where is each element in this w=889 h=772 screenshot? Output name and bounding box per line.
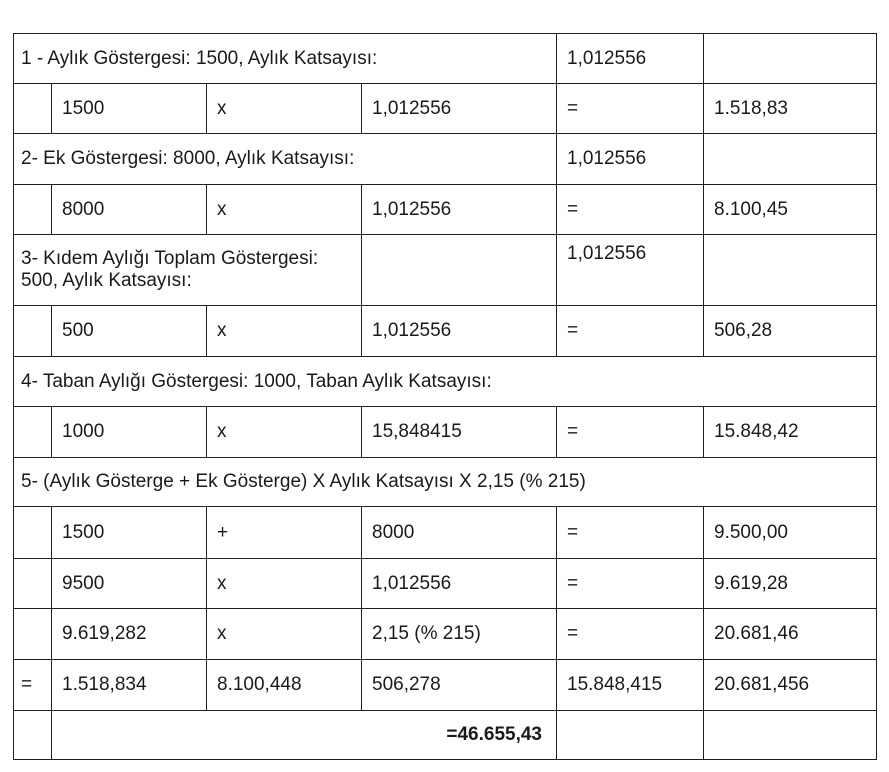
operator: x <box>207 185 362 235</box>
summary-row <box>14 660 877 711</box>
section-heading: 1 - Aylık Göstergesi: 1500, Aylık Katsayısı: <box>14 34 557 84</box>
operand-b: 8000 <box>362 507 557 559</box>
operand-b: 1,012556 <box>362 306 557 357</box>
summary-value: 20.681,456 <box>704 660 877 711</box>
coefficient-cell: 1,012556 <box>557 34 704 84</box>
section-3-heading-row <box>14 235 877 306</box>
grand-total: =46.655,43 <box>52 711 557 760</box>
calc-row <box>14 84 877 134</box>
section-2-heading-row <box>14 134 877 185</box>
result-value: 506,28 <box>704 306 877 357</box>
calc-row <box>14 507 877 559</box>
summary-equals-sign: = <box>14 660 52 711</box>
operand-a: 9.619,282 <box>52 609 207 660</box>
operand-b: 15,848415 <box>362 407 557 458</box>
operand-a: 1500 <box>52 507 207 559</box>
empty-cell <box>704 711 877 760</box>
calc-row <box>14 306 877 357</box>
section-heading: 4- Taban Aylığı Göstergesi: 1000, Taban Aylık Katsayısı: <box>14 357 877 407</box>
empty-cell <box>704 235 877 306</box>
result-value: 9.619,28 <box>704 559 877 609</box>
section-heading: 5- (Aylık Gösterge + Ek Gösterge) X Aylık Katsayısı X 2,15 (% 215) <box>14 458 877 507</box>
operator: x <box>207 306 362 357</box>
empty-cell <box>14 507 52 559</box>
operator: x <box>207 84 362 134</box>
operand-b: 1,012556 <box>362 84 557 134</box>
equals-sign: = <box>557 507 704 559</box>
empty-cell <box>14 407 52 458</box>
operator: x <box>207 559 362 609</box>
empty-cell <box>362 235 557 306</box>
equals-sign: = <box>557 306 704 357</box>
operator: x <box>207 407 362 458</box>
equals-sign: = <box>557 559 704 609</box>
empty-cell <box>14 306 52 357</box>
calc-row <box>14 185 877 235</box>
equals-sign: = <box>557 407 704 458</box>
calc-row <box>14 609 877 660</box>
empty-cell <box>14 609 52 660</box>
result-value: 15.848,42 <box>704 407 877 458</box>
result-value: 1.518,83 <box>704 84 877 134</box>
equals-sign: = <box>557 609 704 660</box>
operand-b: 2,15 (% 215) <box>362 609 557 660</box>
calc-row <box>14 559 877 609</box>
empty-cell <box>704 134 877 185</box>
operator: + <box>207 507 362 559</box>
empty-cell <box>557 711 704 760</box>
operand-a: 500 <box>52 306 207 357</box>
result-value: 9.500,00 <box>704 507 877 559</box>
equals-sign: = <box>557 84 704 134</box>
section-5-heading-row <box>14 458 877 507</box>
section-heading: 2- Ek Göstergesi: 8000, Aylık Katsayısı: <box>14 134 557 185</box>
empty-cell <box>704 34 877 84</box>
coefficient-cell: 1,012556 <box>557 235 704 306</box>
result-value: 20.681,46 <box>704 609 877 660</box>
summary-value: 8.100,448 <box>207 660 362 711</box>
empty-cell <box>14 84 52 134</box>
operand-a: 8000 <box>52 185 207 235</box>
section-4-heading-row <box>14 357 877 407</box>
operand-a: 1500 <box>52 84 207 134</box>
operand-b: 1,012556 <box>362 559 557 609</box>
section-heading: 3- Kıdem Aylığı Toplam Göstergesi: 500, Aylık Katsayısı: <box>14 235 362 306</box>
operand-a: 9500 <box>52 559 207 609</box>
operand-b: 1,012556 <box>362 185 557 235</box>
empty-cell <box>14 185 52 235</box>
equals-sign: = <box>557 185 704 235</box>
salary-calculation-table <box>13 33 877 760</box>
section-1-heading-row <box>14 34 877 84</box>
operand-a: 1000 <box>52 407 207 458</box>
summary-value: 1.518,834 <box>52 660 207 711</box>
result-value: 8.100,45 <box>704 185 877 235</box>
empty-cell <box>14 559 52 609</box>
total-row <box>14 711 877 760</box>
summary-value: 15.848,415 <box>557 660 704 711</box>
summary-value: 506,278 <box>362 660 557 711</box>
calc-row <box>14 407 877 458</box>
empty-cell <box>14 711 52 760</box>
operator: x <box>207 609 362 660</box>
coefficient-cell: 1,012556 <box>557 134 704 185</box>
